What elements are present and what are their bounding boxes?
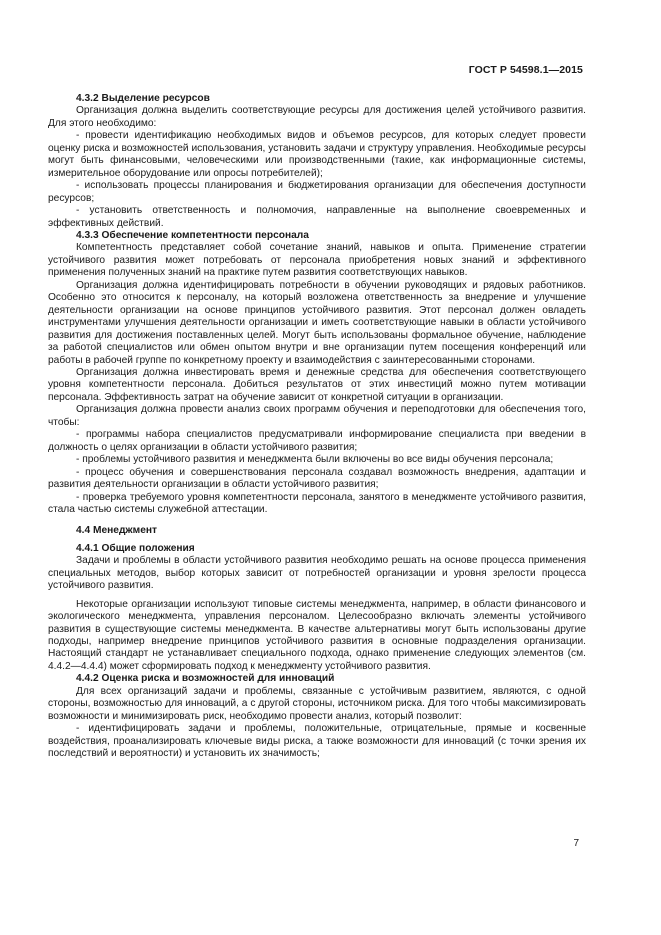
section-4-4-title: 4.4 Менеджмент [76,525,157,537]
paragraph: Компетентность представляет собой сочетание знаний, навыков и опыта. Применение стратегии устойчивого развития может потребовать от персонала приобретения новых знаний и эффективного применения полученных знаний на практике путем развития соответствующих навыков. [48,242,586,279]
paragraph: Организация должна провести анализ своих программ обучения и переподготовки для обеспечения того, чтобы: [48,404,586,428]
page-number: 7 [573,838,579,849]
paragraph: Организация должна идентифицировать потребности в обучении руководящих и рядовых работников. Особенно это относится к персоналу, на который возложена ответственность за внедрение и улучшение деятельности организации на основе принципов устойчивого развития. Этот персонал должен овладеть инструментами улучшения деятельности организации и иметь соответствующие навыки в области устойчивого развития для достижения поставленных целей. Могут быть использованы формальное обучение, наблюдение за работой специалистов или обмен опытом внутри и вне организации путем посещения конференций или работы в рабочей группе по конкретному проекту и взаимодействия с заинтересованными сторонами. [48,279,586,366]
section-4-4-2-title: 4.4.2 Оценка риска и возможностей для инноваций [76,673,335,685]
list-item: - проверка требуемого уровня компетентности персонала, занятого в менеджменте устойчивого развития, стала частью системы служебной аттестации. [48,491,586,515]
list-item: - процесс обучения и совершенствования персонала создавал возможность внедрения, адаптации и развития деятельности организации в области устойчивого развития; [48,466,586,491]
list-item: - установить ответственность и полномочия, направленные на выполнение своевременных и эффективных действий. [48,205,586,229]
document-code: ГОСТ Р 54598.1—2015 [468,64,583,76]
list-item: - провести идентификацию необходимых видов и объемов ресурсов, для которых следует провести оценку риска и возможностей использования, установить задачи и структуру управления. Необходимые ресурсы могут быть финансовыми, человеческими или производственными (такие, как информационные системы, измерительное оборудование или опросы потребителей); [48,130,586,179]
paragraph: Некоторые организации используют типовые системы менеджмента, например, в области финансового и экологического менеджмента, управления персоналом. Целесообразно включать элементы устойчивого развития в существующие системы менеджмента. В качестве альтернативы могут быть использованы другие подходы, например внедрение принципов устойчивого развития в основные подразделения организации. Настоящий стандарт не устанавливает специального подхода, однако применение следующих элементов (см. 4.4.2—4.4.4) может сформировать подход к менеджменту устойчивого развития. [48,598,586,672]
paragraph: Задачи и проблемы в области устойчивого развития необходимо решать на основе процесса применения специальных методов, выбор которых зависит от потребностей организации и уровня зрелости процесса устойчивого развития. [48,555,586,592]
list-item: - идентифицировать задачи и проблемы, положительные, отрицательные, прямые и косвенные воздействия, проанализировать ключевые виды риска, а также возможности для инноваций (с точки зрения их последствий и вероятности) и установить их значимость; [48,723,586,760]
paragraph: Для всех организаций задачи и проблемы, связанные с устойчивым развитием, являются, с одной стороны, возможностью для инноваций, а с другой стороны, источником риска. Для того чтобы максимизировать возможности и минимизировать риск, необходимо провести анализ, который позволит: [48,685,586,722]
list-item: - проблемы устойчивого развития и менеджмента были включены во все виды обучения персонала; [76,454,554,466]
page-body [48,93,586,761]
section-4-4-1-title: 4.4.1 Общие положения [76,542,195,554]
section-4-3-3-title: 4.3.3 Обеспечение компетентности персонала [76,229,309,241]
paragraph: Организация должна выделить соответствующие ресурсы для достижения целей устойчивого развития. Для этого необходимо: [48,105,586,129]
paragraph: Организация должна инвестировать время и денежные средства для обеспечения соответствующего уровня компетентности персонала. Добиться результатов от этих инвестиций можно путем мотивации персонала. Эффективность затрат на обучение зависит от конкретной ситуации в организации. [48,366,586,403]
list-item: - программы набора специалистов предусматривали информирование специалиста при введении в должность о целях организации в области устойчивого развития; [48,429,586,453]
section-4-3-2-title: 4.3.2 Выделение ресурсов [76,93,210,104]
list-item: - использовать процессы планирования и бюджетирования организации для обеспечения доступности ресурсов; [48,180,586,204]
